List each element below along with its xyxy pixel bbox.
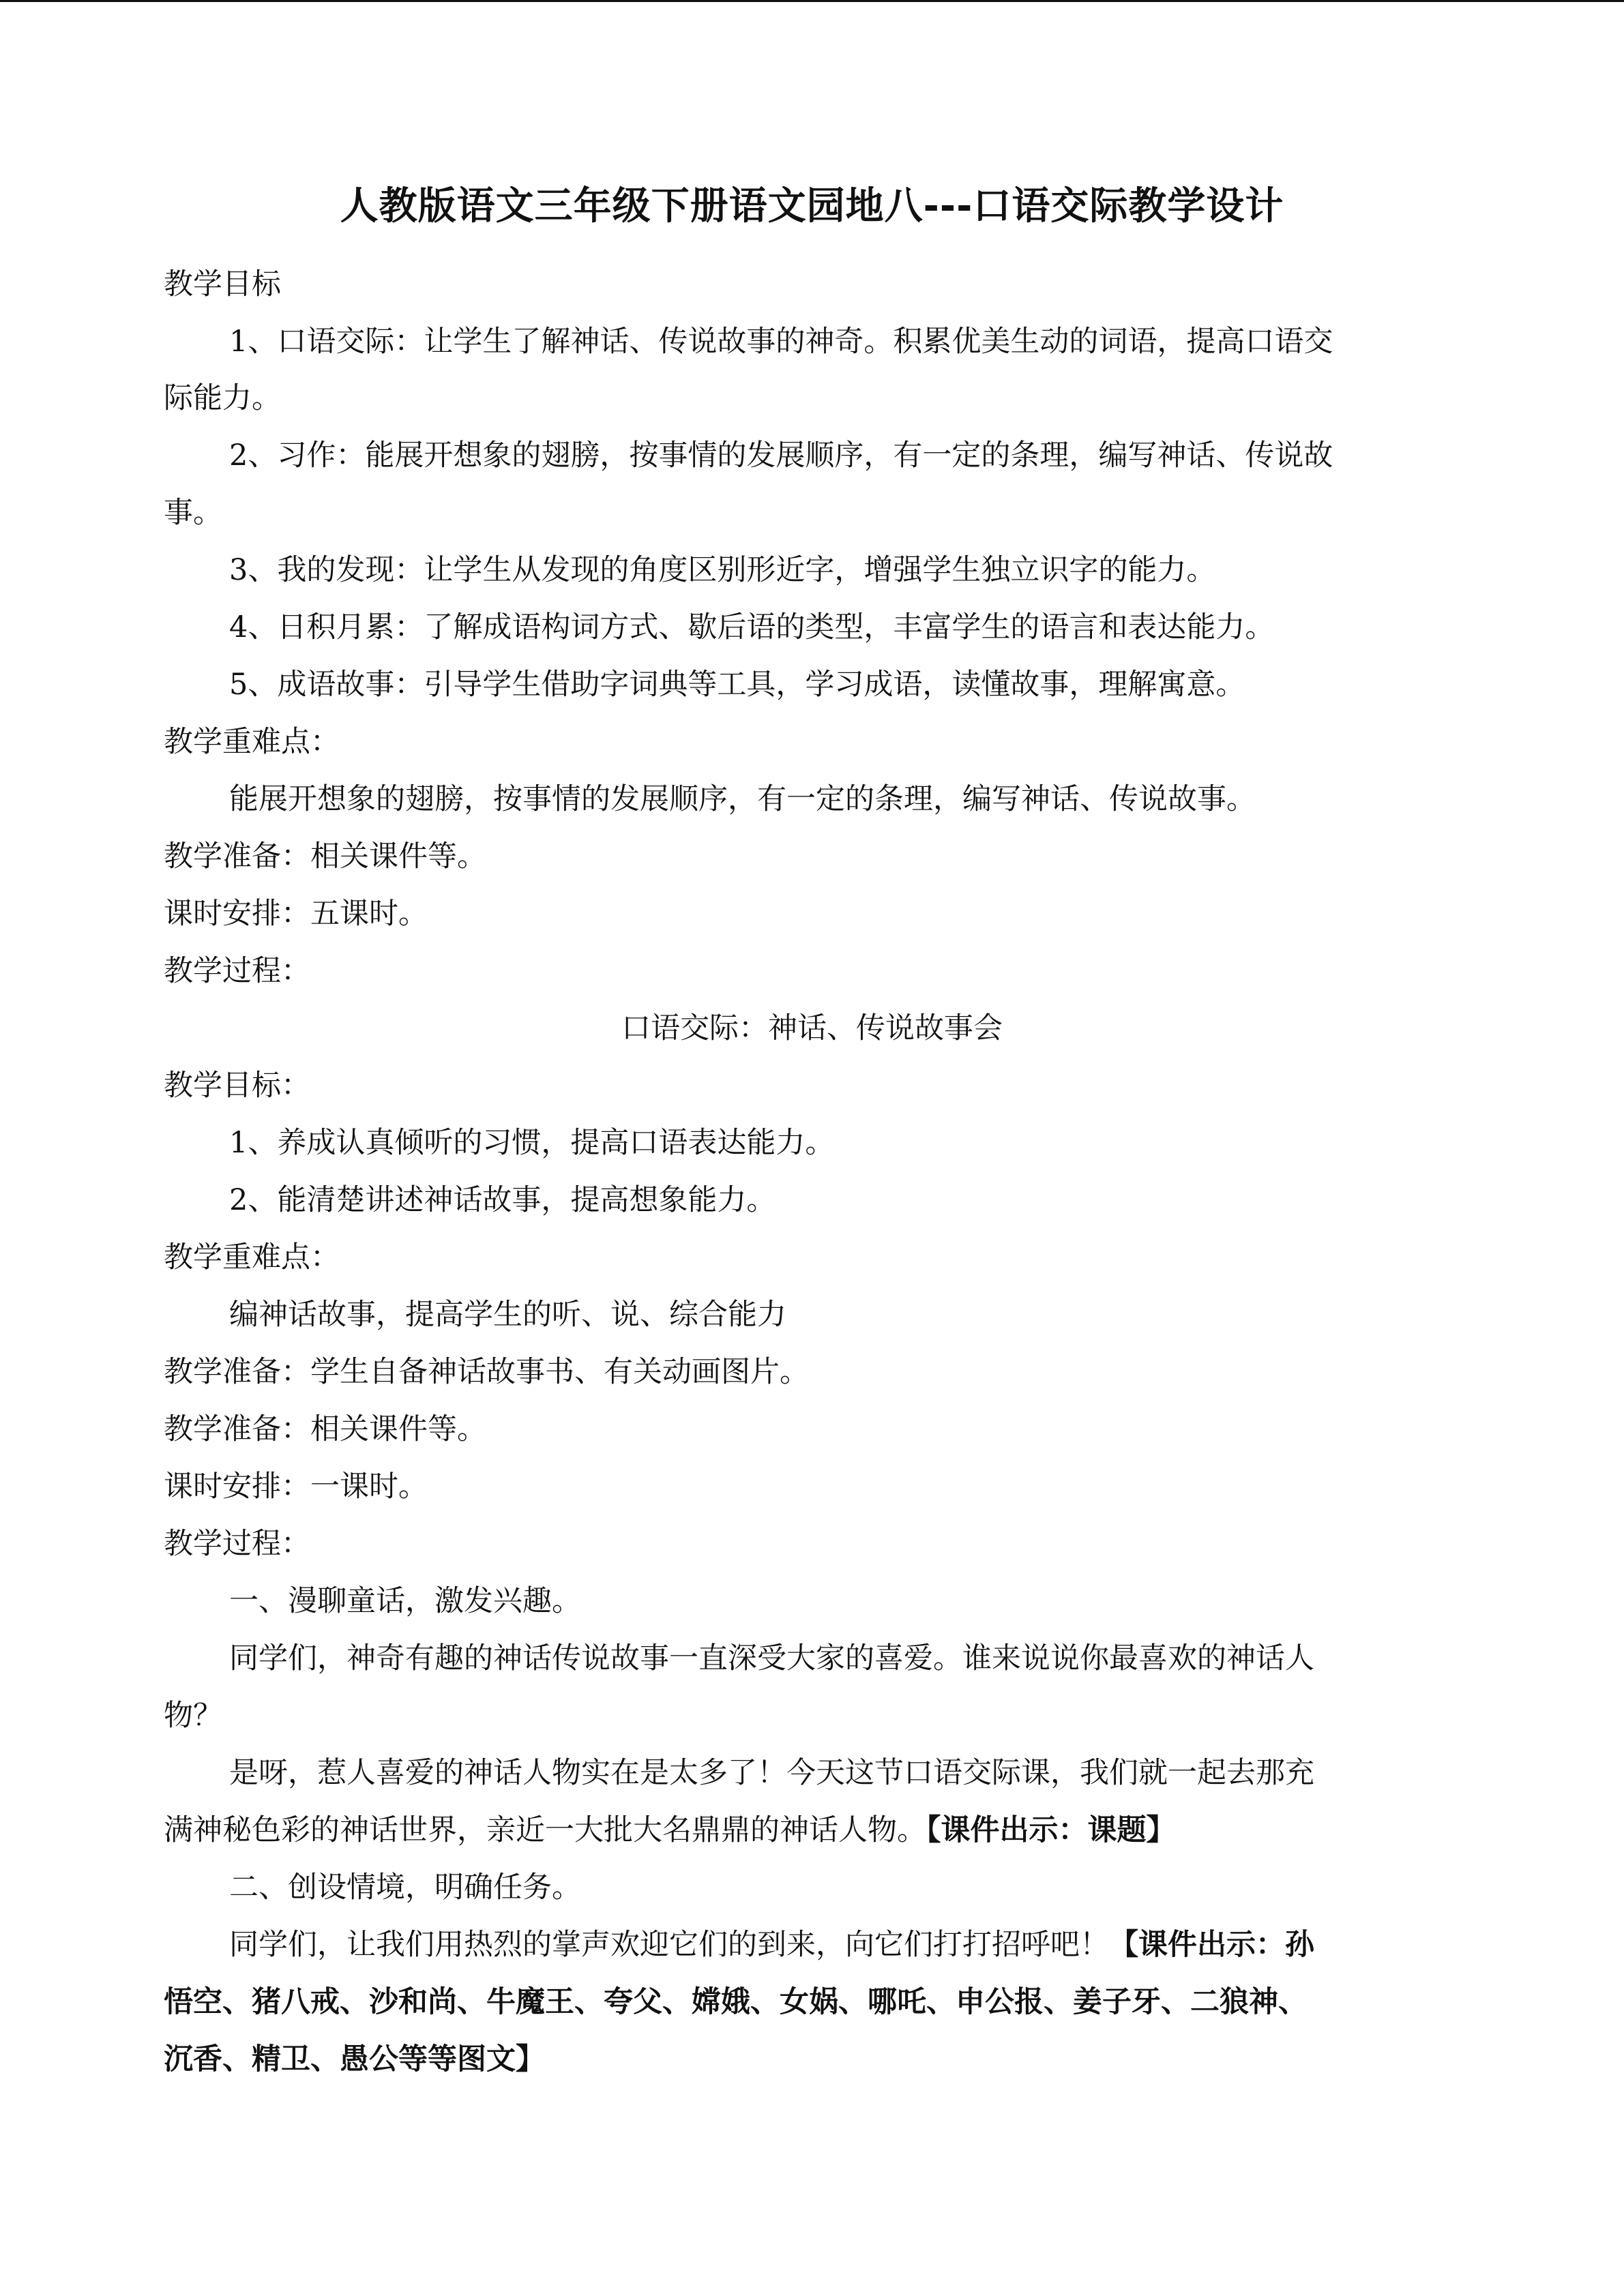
section-objective-2: 2、能清楚讲述神话故事，提高想象能力。 — [229, 1183, 776, 1217]
section-title: 口语交际：神话、传说故事会 — [621, 1011, 1003, 1045]
paragraph-3-cont-2: 沉香、精卫、愚公等等图文】 — [164, 2042, 545, 2076]
section-key-points: 编神话故事，提高学生的听、说、综合能力 — [229, 1298, 786, 1332]
paragraph-2: 是呀，惹人喜爱的神话人物实在是太多了！今天这节口语交际课，我们就一起去那充 — [229, 1756, 1314, 1790]
paragraph-2-cont — [164, 1811, 1176, 1849]
step-2-heading: 二、创设情境，明确任务。 — [229, 1870, 581, 1905]
paragraph-3 — [229, 1926, 1314, 1964]
paragraph-3-text: 同学们，让我们用热烈的掌声欢迎它们的到来，向它们打打招呼吧！ — [229, 1928, 1109, 1962]
document-title: 人教版语文三年级下册语文园地八---口语交际教学设计 — [340, 184, 1284, 228]
section-schedule: 课时安排：一课时。 — [164, 1470, 428, 1504]
key-points: 能展开想象的翅膀，按事情的发展顺序，有一定的条理，编写神话、传说故事。 — [229, 782, 1256, 816]
section-objectives-heading: 教学目标： — [164, 1069, 310, 1103]
objective-1: 1、口语交际：让学生了解神话、传说故事的神奇。积累优美生动的词语，提高口语交 — [229, 325, 1333, 359]
section-process-heading: 教学过程： — [164, 1527, 310, 1561]
section-preparation-1: 教学准备：学生自备神话故事书、有关动画图片。 — [164, 1355, 809, 1389]
schedule: 课时安排：五课时。 — [164, 897, 428, 931]
section-objective-1: 1、养成认真倾听的习惯，提高口语表达能力。 — [229, 1126, 835, 1160]
key-points-heading: 教学重难点： — [164, 725, 340, 759]
paragraph-1: 同学们，神奇有趣的神话传说故事一直深受大家的喜爱。谁来说说你最喜欢的神话人 — [229, 1641, 1314, 1675]
section-preparation-2: 教学准备：相关课件等。 — [164, 1412, 486, 1446]
objective-2-cont: 事。 — [164, 496, 222, 530]
paragraph-1-cont: 物？ — [164, 1699, 222, 1733]
objective-5: 5、成语故事：引导学生借助字词典等工具，学习成语，读懂故事，理解寓意。 — [229, 668, 1245, 702]
courseware-note-title: 【课件出示：课题】 — [926, 1813, 1176, 1847]
objectives-heading: 教学目标 — [164, 267, 281, 301]
objective-1-cont: 际能力。 — [164, 381, 281, 415]
objective-3: 3、我的发现：让学生从发现的角度区别形近字，增强学生独立识字的能力。 — [229, 553, 1216, 587]
courseware-note-characters: 【课件出示：孙 — [1109, 1928, 1314, 1962]
step-1-heading: 一、漫聊童话，激发兴趣。 — [229, 1584, 581, 1618]
section-key-heading: 教学重难点： — [164, 1240, 340, 1274]
paragraph-3-cont-1: 悟空、猪八戒、沙和尚、牛魔王、夸父、嫦娥、女娲、哪吒、申公报、姜子牙、二狼神、 — [164, 1985, 1308, 2019]
objective-2: 2、习作：能展开想象的翅膀，按事情的发展顺序，有一定的条理，编写神话、传说故 — [229, 438, 1333, 473]
paragraph-2-text: 满神秘色彩的神话世界，亲近一大批大名鼎鼎的神话人物。 — [164, 1813, 926, 1847]
process-heading: 教学过程： — [164, 954, 310, 988]
preparation: 教学准备：相关课件等。 — [164, 839, 486, 874]
objective-4: 4、日积月累：了解成语构词方式、歇后语的类型，丰富学生的语言和表达能力。 — [229, 610, 1275, 644]
